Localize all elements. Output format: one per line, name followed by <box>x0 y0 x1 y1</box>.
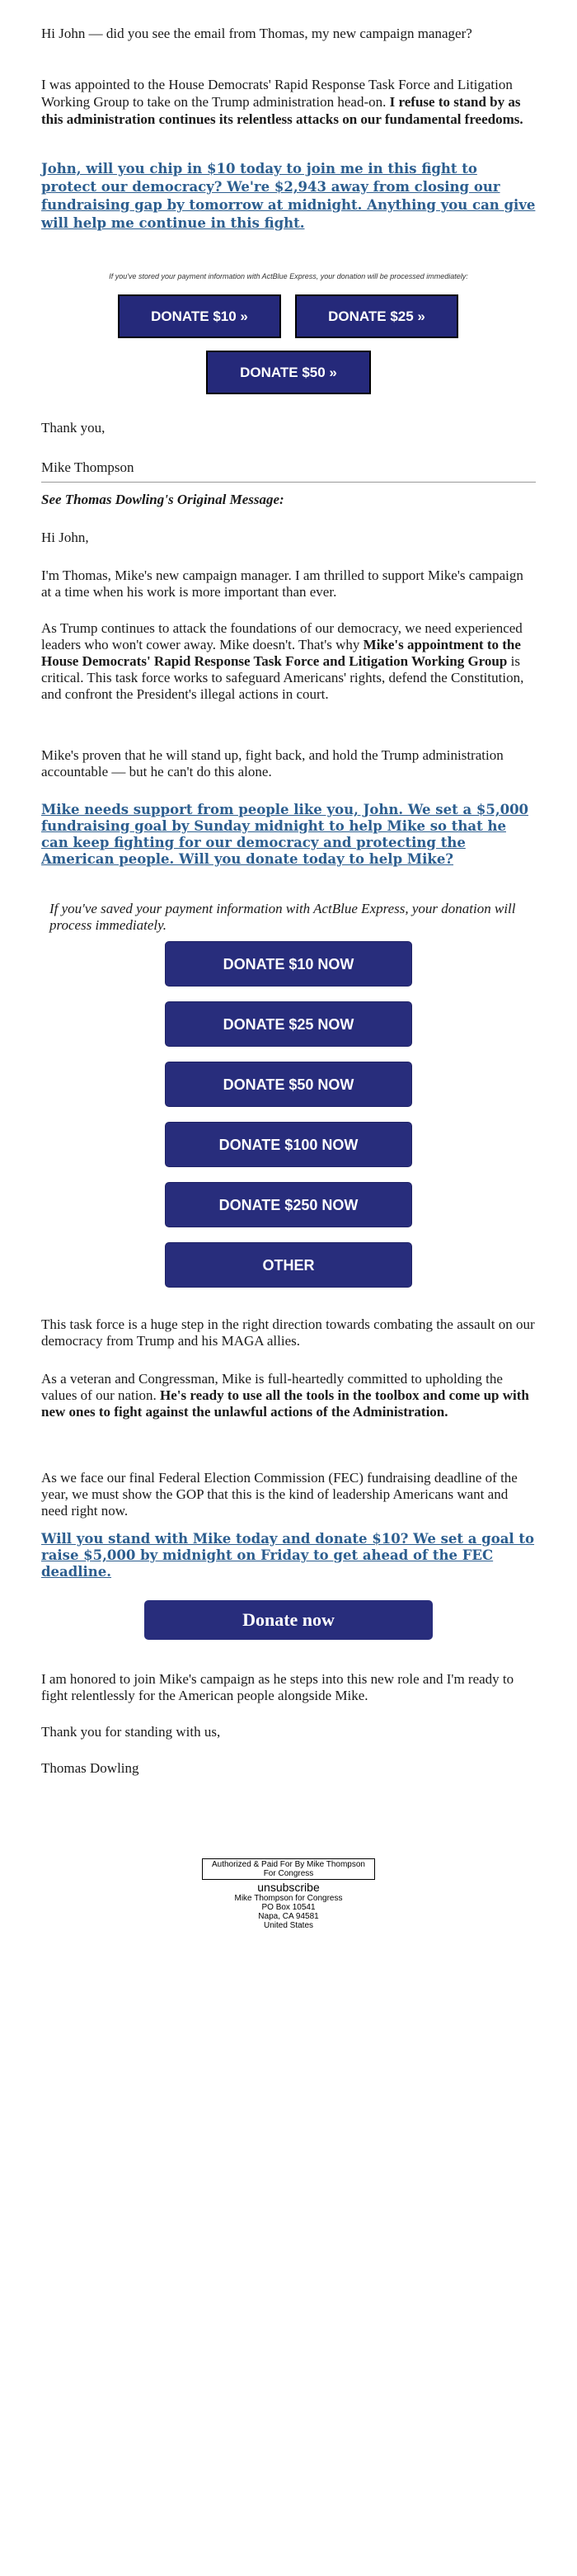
donate-other-button[interactable]: OTHER <box>165 1242 412 1288</box>
forward-para4: This task force is a huge step in the right direction towards combating the assault on our democracy from Trump and his MAGA allies. <box>41 1316 535 1349</box>
donate-10-now-button[interactable]: DONATE $10 NOW <box>165 941 412 987</box>
signature-thomas: Thomas Dowling <box>41 1760 139 1776</box>
para2-text: As Trump continues to attack the foundations of our democracy, we need experienced leaders who won't cower away. Mike doesn't. That's why <box>41 620 523 652</box>
thank-you: Thank you, <box>41 420 106 436</box>
intro-donate-link[interactable]: John, will you chip in $10 today to join me in this fight to protect our democracy? We're $2,943 away from closing our fundraising gap by tomorrow at midnight. Anything you can give will help me continue in this fight. <box>41 161 536 231</box>
forward-para2 <box>41 620 536 703</box>
forward-para3: Mike's proven that he will stand up, fight back, and hold the Trump administration accountable — but he can't do this alone. <box>41 747 504 779</box>
donate-250-now-button[interactable]: DONATE $250 NOW <box>165 1182 412 1227</box>
forward-para5 <box>41 1371 536 1420</box>
donate-10-button[interactable]: DONATE $10 » <box>118 294 281 338</box>
divider <box>41 482 536 483</box>
donate-25-button[interactable]: DONATE $25 » <box>295 294 458 338</box>
intro-paragraph <box>41 76 536 128</box>
donate-25-now-button[interactable]: DONATE $25 NOW <box>165 1001 412 1047</box>
authorized-box: Authorized & Paid For By Mike Thompson For Congress <box>202 1858 375 1880</box>
forward-actblue-note: If you've saved your payment information with ActBlue Express, your donation will process immediately. <box>49 901 516 933</box>
forward-para1: I'm Thomas, Mike's new campaign manager. I am thrilled to support Mike's campaign at a time when his work is more important than ever. <box>41 567 523 600</box>
para5-text: As a veteran and Congressman, Mike is full-heartedly committed to upholding the values of our nation. <box>41 1371 503 1403</box>
forward-closing: Thank you for standing with us, <box>41 1724 221 1740</box>
forward-donate-link-2[interactable]: Will you stand with Mike today and donate $10? We set a goal to raise $5,000 by midnight on Friday to get ahead of the FEC deadline. <box>41 1531 535 1580</box>
address-line-4: United States <box>263 1921 314 1930</box>
donate-50-button[interactable]: DONATE $50 » <box>206 351 371 394</box>
forward-para7: I am honored to join Mike's campaign as he steps into this new role and I'm ready to fight relentlessly for the American people alongside Mike. <box>41 1671 514 1703</box>
address-line-2: PO Box 10541 <box>261 1903 316 1912</box>
donate-50-now-button[interactable]: DONATE $50 NOW <box>165 1062 412 1107</box>
actblue-note: If you've stored your payment information with ActBlue Express, your donation will be processed immediately: <box>109 272 468 280</box>
forward-header: See Thomas Dowling's Original Message: <box>41 492 284 507</box>
signature-mike: Mike Thompson <box>41 459 134 475</box>
para5-bold-text: He's ready to use all the tools in the toolbox and come up with new ones to fight against the unlawful actions of the Administration. <box>41 1387 529 1420</box>
intro-text: I was appointed to the House Democrats' Rapid Response Task Force and Litigation Working Group to take on the Trump administration head-on. <box>41 77 513 110</box>
forward-donate-link-1[interactable]: Mike needs support from people like you, John. We set a $5,000 fundraising goal by Sunday midnight to help Mike so that he can keep fighting for our democracy and protecting the American people. Will you donate today to help Mike? <box>41 802 529 867</box>
address-line-3: Napa, CA 94581 <box>258 1912 319 1921</box>
forward-para6: As we face our final Federal Election Commission (FEC) fundraising deadline of the year, we must show the GOP that this is the kind of leadership Americans want and need right now. <box>41 1470 518 1519</box>
para2-text-end: is critical. This task force works to safeguard Americans' rights, defend the Constitution, and confront the President's illegal actions in court. <box>41 653 524 702</box>
donate-100-now-button[interactable]: DONATE $100 NOW <box>165 1122 412 1167</box>
forward-greeting: Hi John, <box>41 530 89 545</box>
address-line-1: Mike Thompson for Congress <box>234 1894 343 1903</box>
unsubscribe-link[interactable]: unsubscribe <box>257 1881 320 1894</box>
intro-bold-text: I refuse to stand by as this administration continues its relentless attacks on our fundamental freedoms. <box>41 94 523 127</box>
para2-bold-text: Mike's appointment to the House Democrats' Rapid Response Task Force and Litigation Working Group <box>41 637 521 669</box>
donate-now-button[interactable]: Donate now <box>144 1600 433 1640</box>
footer <box>0 1858 577 1930</box>
intro-greeting: Hi John — did you see the email from Thomas, my new campaign manager? <box>41 26 472 41</box>
